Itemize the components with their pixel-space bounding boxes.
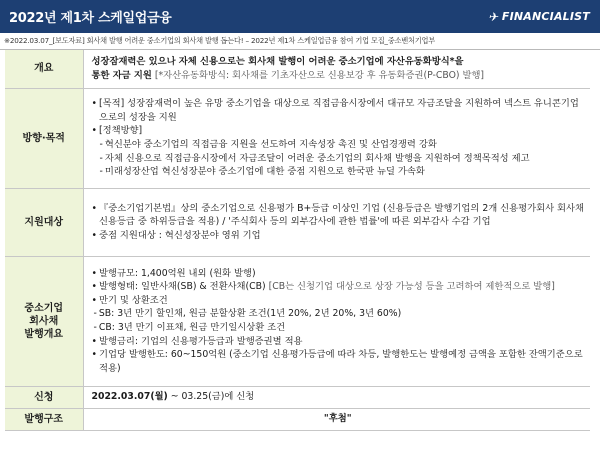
target-item	[92, 229, 585, 243]
dash-mark: -	[93, 322, 97, 333]
bond-item-text: 발행금리: 기업의 신용평가등급과 발행증권별 적용	[98, 335, 303, 347]
purpose-item	[92, 165, 585, 179]
program-table	[5, 50, 590, 431]
label-bond-line3: 발행개요	[24, 328, 64, 340]
bond-item	[92, 348, 585, 375]
brand-name: FINANCIALIST	[501, 10, 590, 23]
purpose-item	[92, 152, 585, 166]
bond-item	[92, 307, 585, 321]
overview-cell	[83, 50, 590, 88]
label-target: 지원대상	[5, 188, 83, 256]
overview-note: [*자산유동화방식: 회사채를 기초자산으로 신용보강 후 유동화증권(P-CBO) 발행]	[151, 69, 485, 81]
bullet-mark: •	[91, 349, 97, 361]
bullet-mark: •	[91, 267, 97, 279]
title-bar	[0, 0, 600, 33]
purpose-item	[92, 138, 585, 152]
source-note	[0, 33, 600, 50]
apply-date-rest: ~ 03.25(금)에 신청	[167, 391, 255, 403]
label-bond-line1: 중소기업	[24, 302, 64, 314]
label-purpose: 방향·목적	[5, 88, 83, 188]
dash-mark: -	[93, 308, 97, 320]
bond-item	[92, 267, 585, 281]
structure-text: "후첨"	[323, 413, 352, 425]
bird-logo-icon: ✈	[487, 9, 501, 24]
bond-item-text: CB: 3년 만기 이표채, 원금 만기일시상환 조건	[98, 322, 286, 333]
row-bond	[5, 256, 590, 386]
purpose-item	[92, 97, 585, 124]
label-structure: 발행구조	[5, 408, 83, 430]
bullet-mark: •	[91, 294, 97, 306]
row-structure	[5, 408, 590, 430]
overview-line2	[92, 69, 585, 83]
dash-mark: -	[99, 166, 103, 178]
bond-cell	[83, 256, 590, 386]
bond-item-text: 발행형태: 일반사채(SB) & 전환사채(CB)	[98, 281, 266, 293]
source-note-text: ※2022.03.07_[보도자료] 회사채 발행 어려운 중소기업의 회사채 발행 돕는다! – 2022년 제1차 스케일업금융 참여 기업 모집_중소벤처기업부	[4, 36, 436, 45]
target-cell	[83, 188, 590, 256]
label-bond-line2: 회사채	[29, 315, 59, 327]
purpose-item-text: 자체 신용으로 직접금융시장에서 자금조달이 어려운 중소기업의 회사채 발행을 지원하여 정책목적성 제고	[104, 152, 530, 164]
purpose-item-text: 혁신분야 중소기업의 직접금융 지원을 선도하여 지속성장 촉진 및 산업경쟁력 강화	[104, 139, 437, 150]
bond-item	[92, 294, 585, 308]
bond-item-text: 발행규모: 1,400억원 내외 (원화 발행)	[98, 267, 256, 279]
bullet-mark: •	[91, 202, 97, 214]
purpose-item	[92, 124, 585, 138]
bond-item	[92, 321, 585, 335]
label-bond	[5, 256, 83, 386]
bullet-mark: •	[91, 281, 97, 293]
row-target	[5, 188, 590, 256]
bond-item-note: [CB는 신청기업 대상으로 상장 가능성 등을 고려하여 제한적으로 발행]	[265, 281, 555, 293]
bond-item	[92, 280, 585, 294]
bullet-mark: •	[91, 125, 97, 137]
bond-item-text: SB: 3년 만기 할인채, 원금 분할상환 조건(1년 20%, 2년 20%, 3년 60%)	[98, 308, 402, 320]
apply-date-start: 2022.03.07(월)	[91, 391, 168, 403]
dash-mark: -	[99, 139, 103, 150]
overview-line1: 성장잠재력은 있으나 자체 신용으로는 회사채 발행이 어려운 중소기업에 자산유동화방식*을	[91, 56, 464, 68]
apply-cell	[83, 386, 590, 408]
purpose-item-text: 미래성장산업 혁신성장분야 중소기업에 대한 중점 지원으로 한국판 뉴딜 가속화	[104, 166, 425, 178]
target-item-text: 중점 지원대상 : 혁신성장분야 영위 기업	[98, 229, 261, 241]
page-title: 2022년 제1차 스케일업금융	[9, 11, 172, 26]
bond-item-text: 만기 및 상환조건	[98, 294, 168, 306]
bullet-mark: •	[91, 335, 97, 347]
bond-item-text: 기업당 발행한도: 60~150억원 (중소기업 신용평가등급에 따라 차등, 발행한도는 발행예정 금액을 포함한 잔액기준으로 적용)	[98, 349, 583, 374]
purpose-item-text: [정책방향]	[98, 125, 143, 137]
purpose-item-text: [목적] 성장잠재력이 높은 유망 중소기업을 대상으로 직접금융시장에서 대규모 자금조달을 지원하여 넥스트 유니콘기업으로의 성장을 지원	[98, 98, 579, 123]
purpose-cell	[83, 88, 590, 188]
bond-item	[92, 335, 585, 349]
bullet-mark: •	[91, 98, 97, 110]
target-item	[92, 202, 585, 229]
row-apply	[5, 386, 590, 408]
row-overview	[5, 50, 590, 88]
bullet-mark: •	[91, 229, 97, 241]
target-item-text: 『중소기업기본법』상의 중소기업으로 신용평가 B+등급 이상인 기업 (신용등급은 발행기업의 2개 신용평가회사 회사채 신용등급 중 하위등급을 적용) / '주식회사 등의 외부감사에 관한 법률'에 따른 외부감사 수감 기업	[98, 202, 584, 228]
label-overview: 개요	[5, 50, 83, 88]
row-purpose	[5, 88, 590, 188]
label-apply: 신청	[5, 386, 83, 408]
dash-mark: -	[99, 152, 103, 164]
overview-line2-bold: 통한 자금 지원	[91, 69, 152, 81]
brand-logo	[489, 10, 600, 24]
structure-cell	[83, 408, 590, 430]
